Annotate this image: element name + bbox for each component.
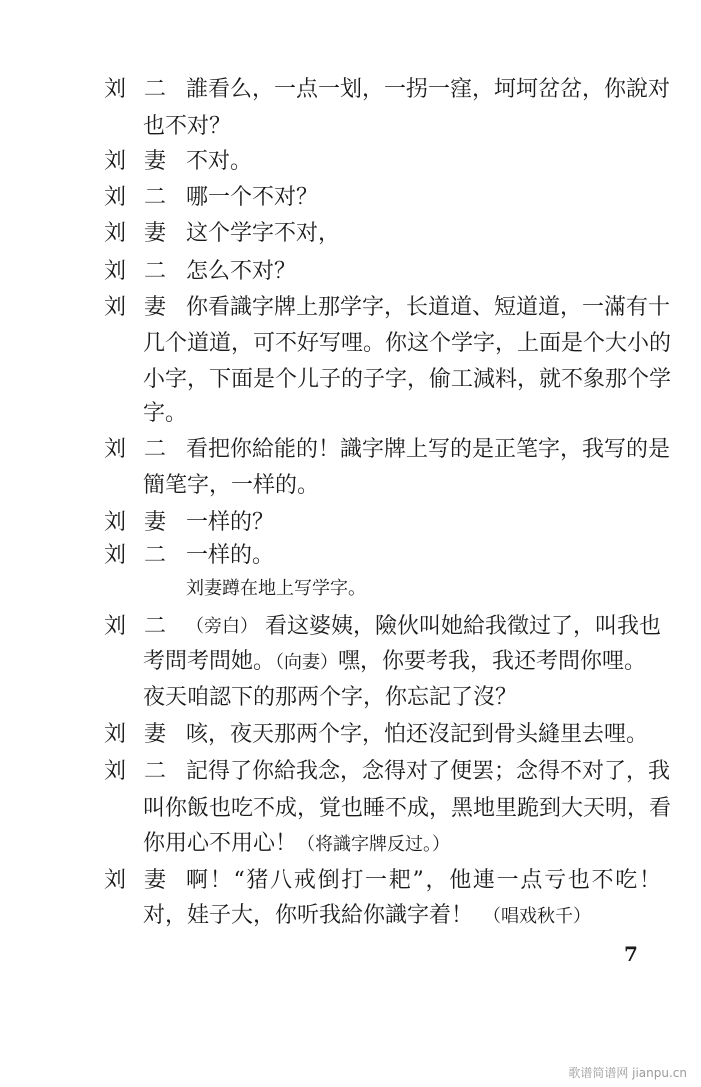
dialogue-body xyxy=(143,826,450,863)
dialogue-text: 哪一个不对？ xyxy=(186,185,319,210)
speaker-name: 刘妻 xyxy=(104,295,185,320)
dialogue-continuation xyxy=(0,109,701,145)
dialogue-continuation xyxy=(0,680,701,716)
dialogue-text: 嘿，你要考我，我还考問你哩。 xyxy=(338,649,647,674)
speaker-name: 刘二 xyxy=(104,543,185,568)
dialogue-text: 你用心不用心！ xyxy=(143,831,298,856)
dialogue-line xyxy=(0,290,701,326)
dialogue-body xyxy=(186,609,661,645)
dialogue-line xyxy=(0,754,701,790)
dialogue-body xyxy=(143,644,646,681)
dialogue-continuation xyxy=(0,326,701,362)
dialogue-continuation xyxy=(0,644,701,680)
dialogue-text: 考問考問她。 xyxy=(143,649,276,674)
speaker-name: 刘妻 xyxy=(104,149,185,174)
speaker-name: 刘二 xyxy=(104,614,185,639)
speaker-name: 刘二 xyxy=(104,77,185,102)
speaker-name: 刘妻 xyxy=(104,722,185,747)
dialogue-continuation xyxy=(0,826,701,862)
speaker-name: 刘二 xyxy=(104,185,185,210)
dialogue-line xyxy=(0,863,701,899)
dialogue-text: 簡笔字，一样的。 xyxy=(143,473,320,498)
dialogue-text: 这个学字不对， xyxy=(186,221,341,246)
dialogue-line xyxy=(0,216,701,252)
dialogue-text: 叫你飯也吃不成，覚也睡不成，黑地里跪到大天明，看 xyxy=(143,796,672,821)
speaker-name: 刘妻 xyxy=(104,868,185,893)
speaker-name: 刘二 xyxy=(104,759,185,784)
dialogue-text: 也不对？ xyxy=(143,114,232,139)
dialogue-text: 誰看么，一点一划，一拐一窪，坷坷岔岔，你說对 xyxy=(186,77,671,102)
dialogue-text: 字。 xyxy=(143,401,188,426)
dialogue-text: 咳，夜天那两个字，怕还沒記到骨头縫里去哩。 xyxy=(186,722,649,747)
dialogue-continuation xyxy=(0,468,701,504)
aside-direction: （旁白） xyxy=(186,616,258,637)
stage-direction: 刘妻蹲在地上写学字。 xyxy=(186,578,366,599)
dialogue-line xyxy=(0,717,701,753)
dialogue-continuation xyxy=(0,362,701,398)
stage-direction-line xyxy=(0,571,701,607)
speaker-name: 刘二 xyxy=(104,437,185,462)
dialogue-line xyxy=(0,538,701,574)
dialogue-text: 夜天咱認下的那两个字，你忘記了沒？ xyxy=(143,685,518,710)
dialogue-text: 啊！“猪八戒倒打一耙”，他連一点亏也不吃！ xyxy=(186,868,661,893)
aside-direction: （向妻） xyxy=(275,652,339,673)
dialogue-body xyxy=(143,898,591,935)
dialogue-text: 看把你給能的！識字牌上写的是正笔字，我写的是 xyxy=(186,437,671,462)
dialogue-line xyxy=(0,505,701,541)
dialogue-continuation xyxy=(0,898,701,934)
dialogue-line xyxy=(0,254,701,290)
dialogue-text: 一样的？ xyxy=(186,510,275,535)
dialogue-text: 怎么不对？ xyxy=(186,259,297,284)
dialogue-line xyxy=(0,180,701,216)
dialogue-text: 小字，下面是个儿子的子字，偷工減料，就不象那个学 xyxy=(143,367,672,392)
dialogue-line xyxy=(0,432,701,468)
stage-direction: （将識字牌反过。） xyxy=(297,834,451,855)
dialogue-text: 不对。 xyxy=(186,149,253,174)
dialogue-text: 你看識字牌上那学字，长道道、短道道，一滿有十 xyxy=(186,295,671,320)
dialogue-line xyxy=(0,609,701,645)
dialogue-text: 看这婆姨，險伙叫她給我徵过了，叫我也 xyxy=(264,614,661,639)
speaker-name: 刘妻 xyxy=(104,221,185,246)
dialogue-line xyxy=(0,72,701,108)
dialogue-continuation xyxy=(0,791,701,827)
dialogue-continuation xyxy=(0,396,701,432)
speaker-name: 刘二 xyxy=(104,259,185,284)
site-watermark: 歌谱简谱网 jianpu.cn xyxy=(568,1066,687,1080)
dialogue-text: 記得了你給我念，念得对了便罢；念得不对了，我 xyxy=(186,759,671,784)
dialogue-text: 对，娃子大，你听我給你識字着！ xyxy=(143,903,474,928)
dialogue-text: 几个道道，可不好写哩。你这个学字，上面是个大小的 xyxy=(143,331,672,356)
dialogue-text: 一样的。 xyxy=(186,543,275,568)
stage-direction: （唱戏秋千） xyxy=(483,906,592,927)
dialogue-line xyxy=(0,144,701,180)
page-number: 7 xyxy=(624,942,638,966)
speaker-name: 刘妻 xyxy=(104,510,185,535)
